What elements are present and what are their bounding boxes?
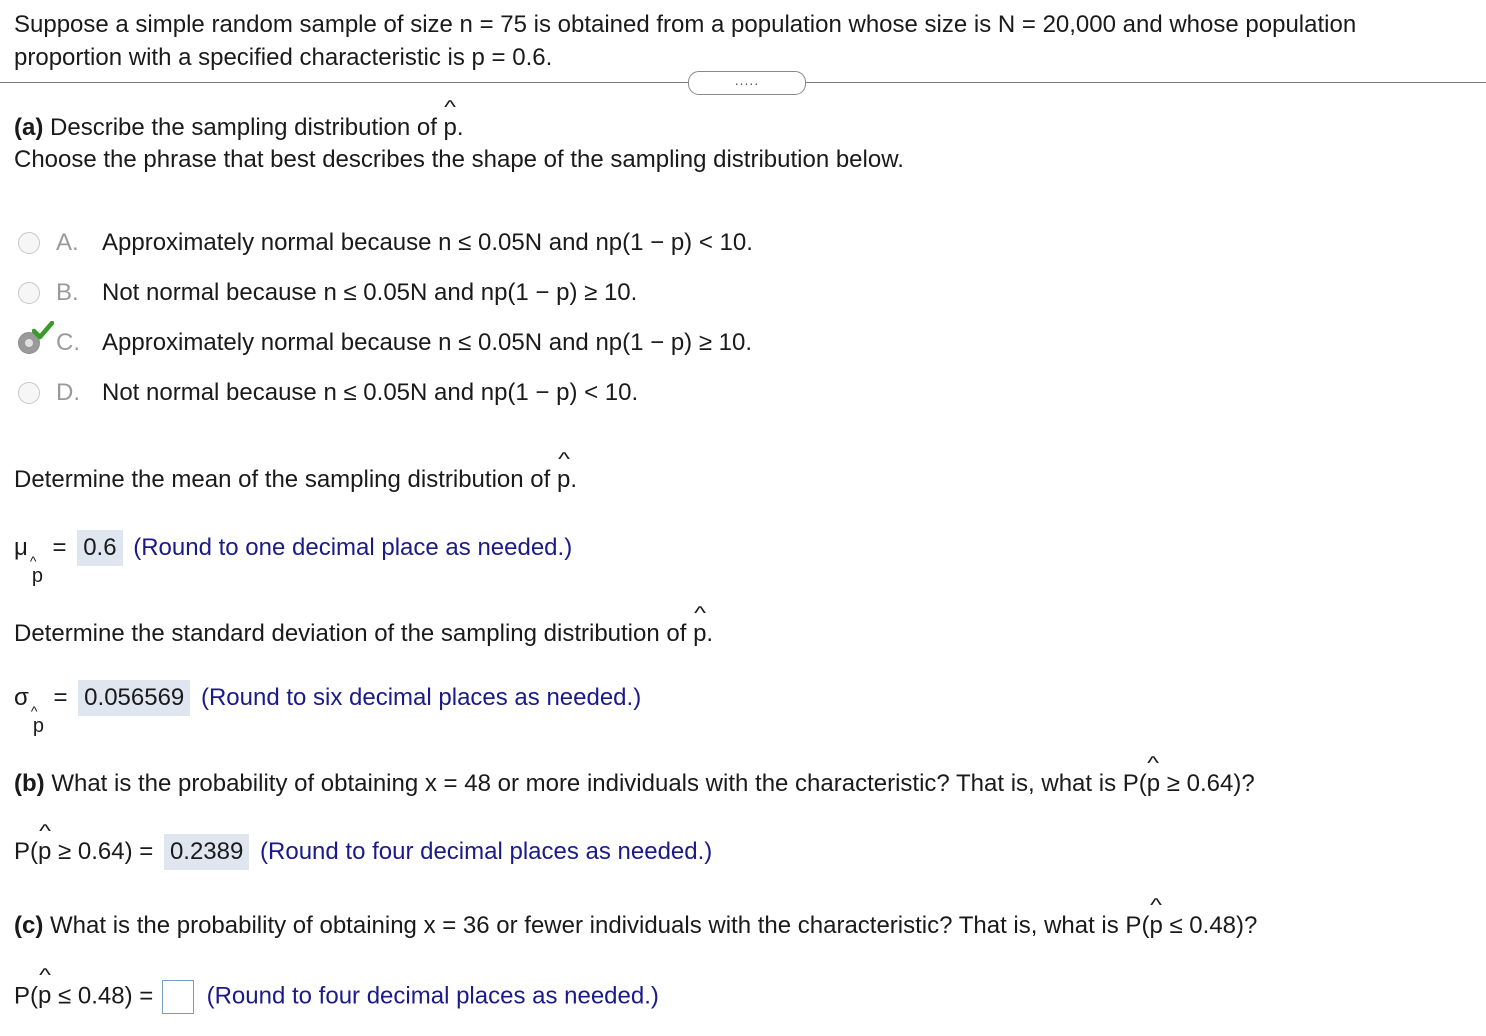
mu-symbol: μ [14,534,28,561]
part-a-label: (a) [14,114,44,141]
option-b-text: Not normal because n ≤ 0.05N and np(1 − p) ≥ 10. [102,279,638,306]
p-hat-symbol: ^ p [38,965,52,1010]
p-hat-symbol: ^ p [1149,895,1163,939]
radio-option-a[interactable] [18,232,40,254]
radio-option-d[interactable] [18,382,40,404]
part-c-label: (c) [14,912,44,939]
part-c-hint: (Round to four decimal places as needed.) [206,982,659,1010]
problem-statement [14,8,1356,74]
option-b-letter: B. [56,279,79,306]
p-hat-symbol: ^ p [693,603,707,647]
part-b-answer-field[interactable]: 0.2389 [164,834,249,870]
sd-answer-field[interactable]: 0.056569 [78,680,190,716]
sd-answer-row: σ ^ p = 0.056569 (Round to six decimal places as needed.) [14,680,641,716]
radio-option-b[interactable] [18,282,40,304]
part-b-answer-row: P( ^ p ≥ 0.64) = 0.2389 (Round to four decimal places as needed.) [14,834,712,870]
sigma-symbol: σ [14,684,29,711]
p-hat-symbol: ^ p [556,449,571,493]
option-d-text: Not normal because n ≤ 0.05N and np(1 − p) < 10. [102,379,639,406]
option-c-letter: C. [56,329,80,356]
problem-line-1: Suppose a simple random sample of size n = 75 is obtained from a population whose size is N = 20,000 and whose population [14,11,1357,38]
part-a-title: Describe the sampling distribution of [50,114,437,141]
option-a-text: Approximately normal because n ≤ 0.05N and np(1 − p) < 10. [102,229,753,256]
part-b-question: (b) What is the probability of obtaining x = 48 or more individuals with the characteristic? That is, what is P( ^ p ≥ 0.64)? [14,753,1255,797]
p-hat-symbol: ^ p [38,821,52,865]
part-c-answer-row: P( ^ p ≤ 0.48) = (Round to four decimal places as needed.) [14,980,659,1014]
option-d-letter: D. [56,379,80,406]
p-hat-symbol: ^ p [1146,753,1161,797]
sd-hint: (Round to six decimal places as needed.) [200,684,642,711]
mean-prompt: Determine the mean of the sampling distribution of ^ p. [14,449,577,493]
part-c-question: (c) What is the probability of obtaining x = 36 or fewer individuals with the characteristic? That is, what is P( ^ p ≤ 0.48)? [14,895,1258,939]
part-c-answer-input[interactable] [162,980,194,1014]
mean-answer-row: μ ^ p = 0.6 (Round to one decimal place as needed.) [14,530,572,566]
mean-hint: (Round to one decimal place as needed.) [133,534,573,561]
part-a-heading: (a) Describe the sampling distribution of ^ p. [14,97,464,141]
correct-check-icon [32,321,54,341]
option-c-text: Approximately normal because n ≤ 0.05N and np(1 − p) ≥ 10. [102,329,753,356]
sd-prompt: Determine the standard deviation of the sampling distribution of ^ p. [14,603,714,647]
problem-line-2: proportion with a specified characteristic is p = 0.6. [14,44,553,71]
part-b-hint: (Round to four decimal places as needed.) [260,838,713,865]
option-a-letter: A. [56,229,79,256]
mean-answer-field[interactable]: 0.6 [77,530,122,566]
part-a-instruction: Choose the phrase that best describes the shape of the sampling distribution below. [14,146,904,173]
expand-more-button[interactable]: ..... [688,71,806,95]
part-b-label: (b) [14,770,45,797]
p-hat-symbol: ^ p [443,97,457,141]
